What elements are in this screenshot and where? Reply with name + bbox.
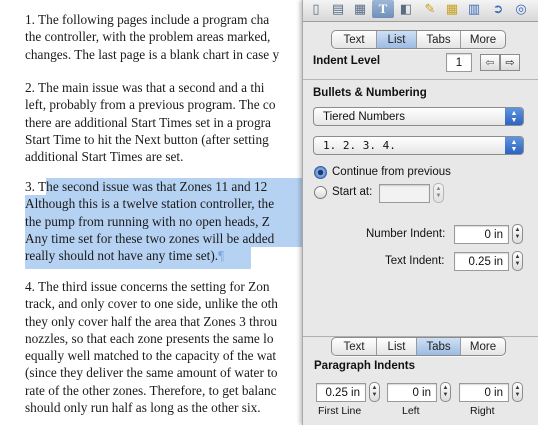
text-indent-field[interactable]: 0.25 in xyxy=(454,252,509,271)
secondary-inspector xyxy=(303,336,538,425)
text-line[interactable]: changes. The last page is a blank chart in case y xyxy=(25,46,280,62)
tab-text[interactable]: Text xyxy=(332,338,377,355)
number-format-value: 1. 2. 3. 4. xyxy=(323,139,396,152)
table-icon[interactable]: ▦ xyxy=(445,1,459,16)
popup-arrows-icon: ▲ ▼ xyxy=(505,137,523,154)
text-icon[interactable]: T xyxy=(372,0,394,18)
text-line[interactable]: track, and only cover to one side, unlike the oth xyxy=(25,296,278,312)
right-indent-field[interactable]: 0 in xyxy=(459,383,509,402)
text-line[interactable]: (since they deliver the same amount of water to xyxy=(25,365,278,381)
start-at-field[interactable] xyxy=(379,184,430,203)
tab-list[interactable]: List xyxy=(377,31,417,48)
first-line-field[interactable]: 0.25 in xyxy=(316,383,366,402)
start-at-label[interactable]: Start at: xyxy=(332,186,373,198)
right-indent-stepper[interactable]: ▲ ▼ xyxy=(512,382,523,402)
indent-button[interactable]: ⇨ xyxy=(500,54,520,71)
text-line[interactable]: 4. The third issue concerns the setting for Zon xyxy=(25,279,270,294)
text-line[interactable]: 3. The second issue was that Zones 11 and 12 xyxy=(25,179,268,194)
text-line[interactable]: left, probably from a previous program. The co xyxy=(25,97,276,113)
text-line[interactable]: 2. The main issue was that a second and a thi xyxy=(25,80,265,95)
layout-icon[interactable]: ▤ xyxy=(331,1,345,16)
number-indent-label: Number Indent: xyxy=(366,228,446,240)
text-line-content[interactable]: really should not have any time set). xyxy=(25,248,219,264)
chart-icon[interactable]: ▥ xyxy=(467,1,481,16)
metrics-icon[interactable]: ✎ xyxy=(424,1,436,16)
inspector-panel xyxy=(302,0,538,425)
text-line[interactable]: 1. The following pages include a program cha xyxy=(25,12,270,27)
tab-more[interactable]: More xyxy=(469,340,497,353)
text-line[interactable]: Start Time to hit the Next button (after setting xyxy=(25,131,269,147)
inspector-toolbar xyxy=(303,0,538,22)
number-indent-field[interactable]: 0 in xyxy=(454,225,509,244)
start-at-stepper[interactable]: ▲ ▼ xyxy=(433,183,444,203)
tab-list[interactable]: List xyxy=(377,338,417,355)
tabs-tab-group xyxy=(331,337,506,356)
text-line[interactable]: the pump from running with no open heads, Z xyxy=(25,213,270,229)
text-line[interactable]: equally well matched to the capacity of the wat xyxy=(25,348,277,364)
document-icon[interactable]: ▯ xyxy=(312,1,320,16)
indent-level-field[interactable]: 1 xyxy=(446,53,472,72)
text-line[interactable]: they only cover half the area that Zones 3 throu xyxy=(25,313,278,329)
continue-label[interactable]: Continue from previous xyxy=(332,166,451,178)
bullets-numbering-heading: Bullets & Numbering xyxy=(313,87,427,99)
quicktime-icon[interactable]: ◎ xyxy=(515,1,527,16)
number-indent-stepper[interactable]: ▲ ▼ xyxy=(512,224,523,244)
text-line[interactable]: there are additional Start Times set in a progra xyxy=(25,114,271,130)
paragraph-indents-heading: Paragraph Indents xyxy=(314,360,415,372)
tab-tabs[interactable]: Tabs xyxy=(417,338,461,355)
pilcrow-icon: ¶ xyxy=(218,248,225,264)
tab-text[interactable]: Text xyxy=(332,31,377,48)
bullet-style-popup[interactable] xyxy=(313,107,524,126)
text-indent-stepper[interactable]: ▲ ▼ xyxy=(512,251,523,271)
first-line-stepper[interactable]: ▲ ▼ xyxy=(369,382,380,402)
tab-tabs[interactable]: Tabs xyxy=(417,31,461,48)
popup-arrows-icon: ▲ ▼ xyxy=(505,108,523,125)
text-line[interactable]: Any time set for these two zones will be added xyxy=(25,230,275,246)
list-tab-group xyxy=(331,30,506,49)
bullet-style-value: Tiered Numbers xyxy=(323,110,406,123)
tab-more[interactable]: More xyxy=(469,33,497,46)
first-line-label: First Line xyxy=(318,405,362,417)
left-indent-stepper[interactable]: ▲ ▼ xyxy=(440,382,451,402)
text-line[interactable]: Although this is a twelve station controller, the xyxy=(25,196,275,212)
left-indent-field[interactable]: 0 in xyxy=(387,383,437,402)
link-icon[interactable]: ➲ xyxy=(492,1,504,16)
left-label: Left xyxy=(402,405,420,417)
text-indent-label: Text Indent: xyxy=(385,255,445,267)
continue-radio[interactable] xyxy=(314,166,327,179)
divider xyxy=(303,79,538,80)
indent-level-label: Indent Level xyxy=(313,55,381,67)
text-line[interactable]: should only run half as long as the other six. xyxy=(25,400,261,416)
text-line[interactable]: additional Start Times are set. xyxy=(25,149,184,165)
text-line[interactable]: the controller, with the problem areas marked, xyxy=(25,29,271,45)
start-at-radio[interactable] xyxy=(314,186,327,199)
wrap-icon[interactable]: ▦ xyxy=(353,1,367,16)
text-line[interactable]: rate of the other zones. Therefore, to get balanc xyxy=(25,382,277,398)
text-line[interactable]: nozzles, so that each zone presents the same lo xyxy=(25,330,274,346)
graphic-icon[interactable]: ◧ xyxy=(399,1,413,16)
outdent-button[interactable]: ⇦ xyxy=(480,54,500,71)
number-format-popup[interactable] xyxy=(313,136,524,155)
right-label: Right xyxy=(470,405,495,417)
